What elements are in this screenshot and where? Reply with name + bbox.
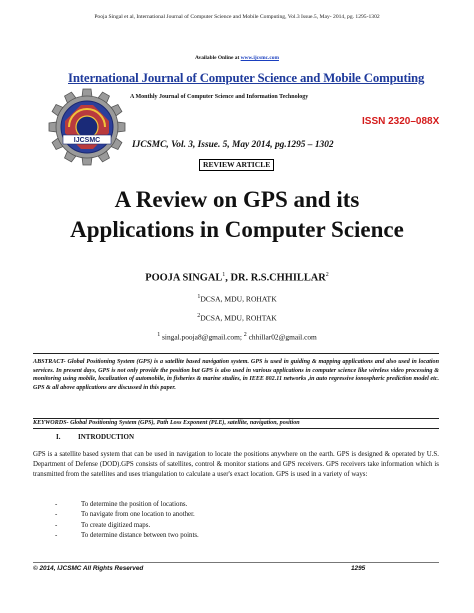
list-item [55,510,199,520]
copyright-notice: © 2014, IJCSMC All Rights Reserved [33,565,144,572]
list-bullet: - [55,511,58,519]
author-2-name: DR. R.S.CHHILLAR [230,272,326,284]
author-1-name: POOJA SINGAL [145,272,223,284]
list-item-text: To create digitized maps. [81,521,151,529]
email-2[interactable]: chhillar02@gmail.com [246,332,317,342]
list-bullet: - [55,501,58,508]
paper-title-line-1: A Review on GPS and its [114,187,360,212]
affiliation-1-marker: 1 [197,294,201,300]
affiliation-2-text: DCSA, MDU, ROHTAK [200,313,277,323]
author-line [0,272,474,283]
list-item [55,500,199,510]
article-type-label: REVIEW ARTICLE [199,159,274,171]
availability-prefix: Available Online at [195,55,241,61]
issn-number: ISSN 2320–088X [362,116,440,127]
affiliation-1 [0,294,474,304]
author-separator: , [225,272,231,284]
paper-title [0,185,474,245]
email-1[interactable]: singal.pooja8@gmail.com [160,332,240,342]
abstract-top-rule [33,353,439,354]
email-1-marker: 1 [157,332,161,338]
list-item [55,521,199,531]
intro-paragraph: GPS is a satellite based system that can be used in navigation to locate the positions anywhere on the earth. GPS is designed & operated by U.S. Department of Defense (DOD).GPS consists of satellites, control & monitor stations and GPS receivers. GPS receivers take information which is transmitted from the satellites and uses triangulation to calculate a user's exact location. GPS is used in a variety of ways: [33,451,439,478]
list-item-text: To determine the position of locations. [81,501,188,508]
list-bullet: - [55,532,58,540]
list-item [55,531,199,541]
affiliation-1-text: DCSA, MDU, ROHATK [200,294,277,304]
footer-rule [33,562,439,563]
journal-subtitle: A Monthly Journal of Computer Science and Information Technology [130,94,309,100]
journal-title: International Journal of Computer Science and Mobile Computing [68,71,425,85]
abstract-text: ABSTRACT- Global Positioning System (GPS) is a satellite based navigation system. GPS is used in guiding & mapping applications and also used in location services. In present days, GPS is not only provide the position but GPS is also used in various applications in computer science like wireless video processing & monitoring using mobile, localization of automobile, in fisheries & marine studies, in IEEE 802.11 networks ,in auto regressive ionospheric prediction model etc. GPS & all above applications are discussed in this paper. [33,359,439,391]
journal-logo-icon [47,87,127,167]
section-heading-introduction [56,433,134,441]
list-item-text: To navigate from one location to another. [81,511,195,519]
paper-title-line-2: Applications in Computer Science [70,217,404,242]
author-1-marker: 1 [222,272,226,278]
journal-website-link[interactable]: www.ijcsmc.com [240,55,279,61]
keywords-bottom-rule [33,428,439,429]
availability-line [0,55,474,61]
affiliation-2-marker: 2 [197,313,201,319]
citation-line: IJCSMC, Vol. 3, Issue. 5, May 2014, pg.1295 – 1302 [132,140,334,150]
affiliation-2 [0,313,474,323]
running-head: Pooja Singal et al, International Journal of Computer Science and Mobile Computing, Vol.3 Issue.5, May- 2014, pg. 1295-1302 [94,14,380,20]
section-title: INTRODUCTION [78,433,135,441]
author-2-marker: 2 [325,272,329,278]
email-2-marker: 2 [243,332,247,338]
gps-uses-list [55,500,199,542]
logo-wordmark: IJCSMC [73,137,101,144]
email-separator: ; [239,332,244,342]
list-item-text: To determine distance between two points. [81,532,199,540]
page-footer [33,565,439,577]
section-number: I. [56,433,61,441]
page-number: 1295 [351,565,366,572]
author-emails [0,332,474,341]
keywords-text: KEYWORDS- Global Positioning System (GPS), Path Loss Exponent (PLE), satellite, navigation, position [33,420,300,426]
list-bullet: - [55,521,58,529]
